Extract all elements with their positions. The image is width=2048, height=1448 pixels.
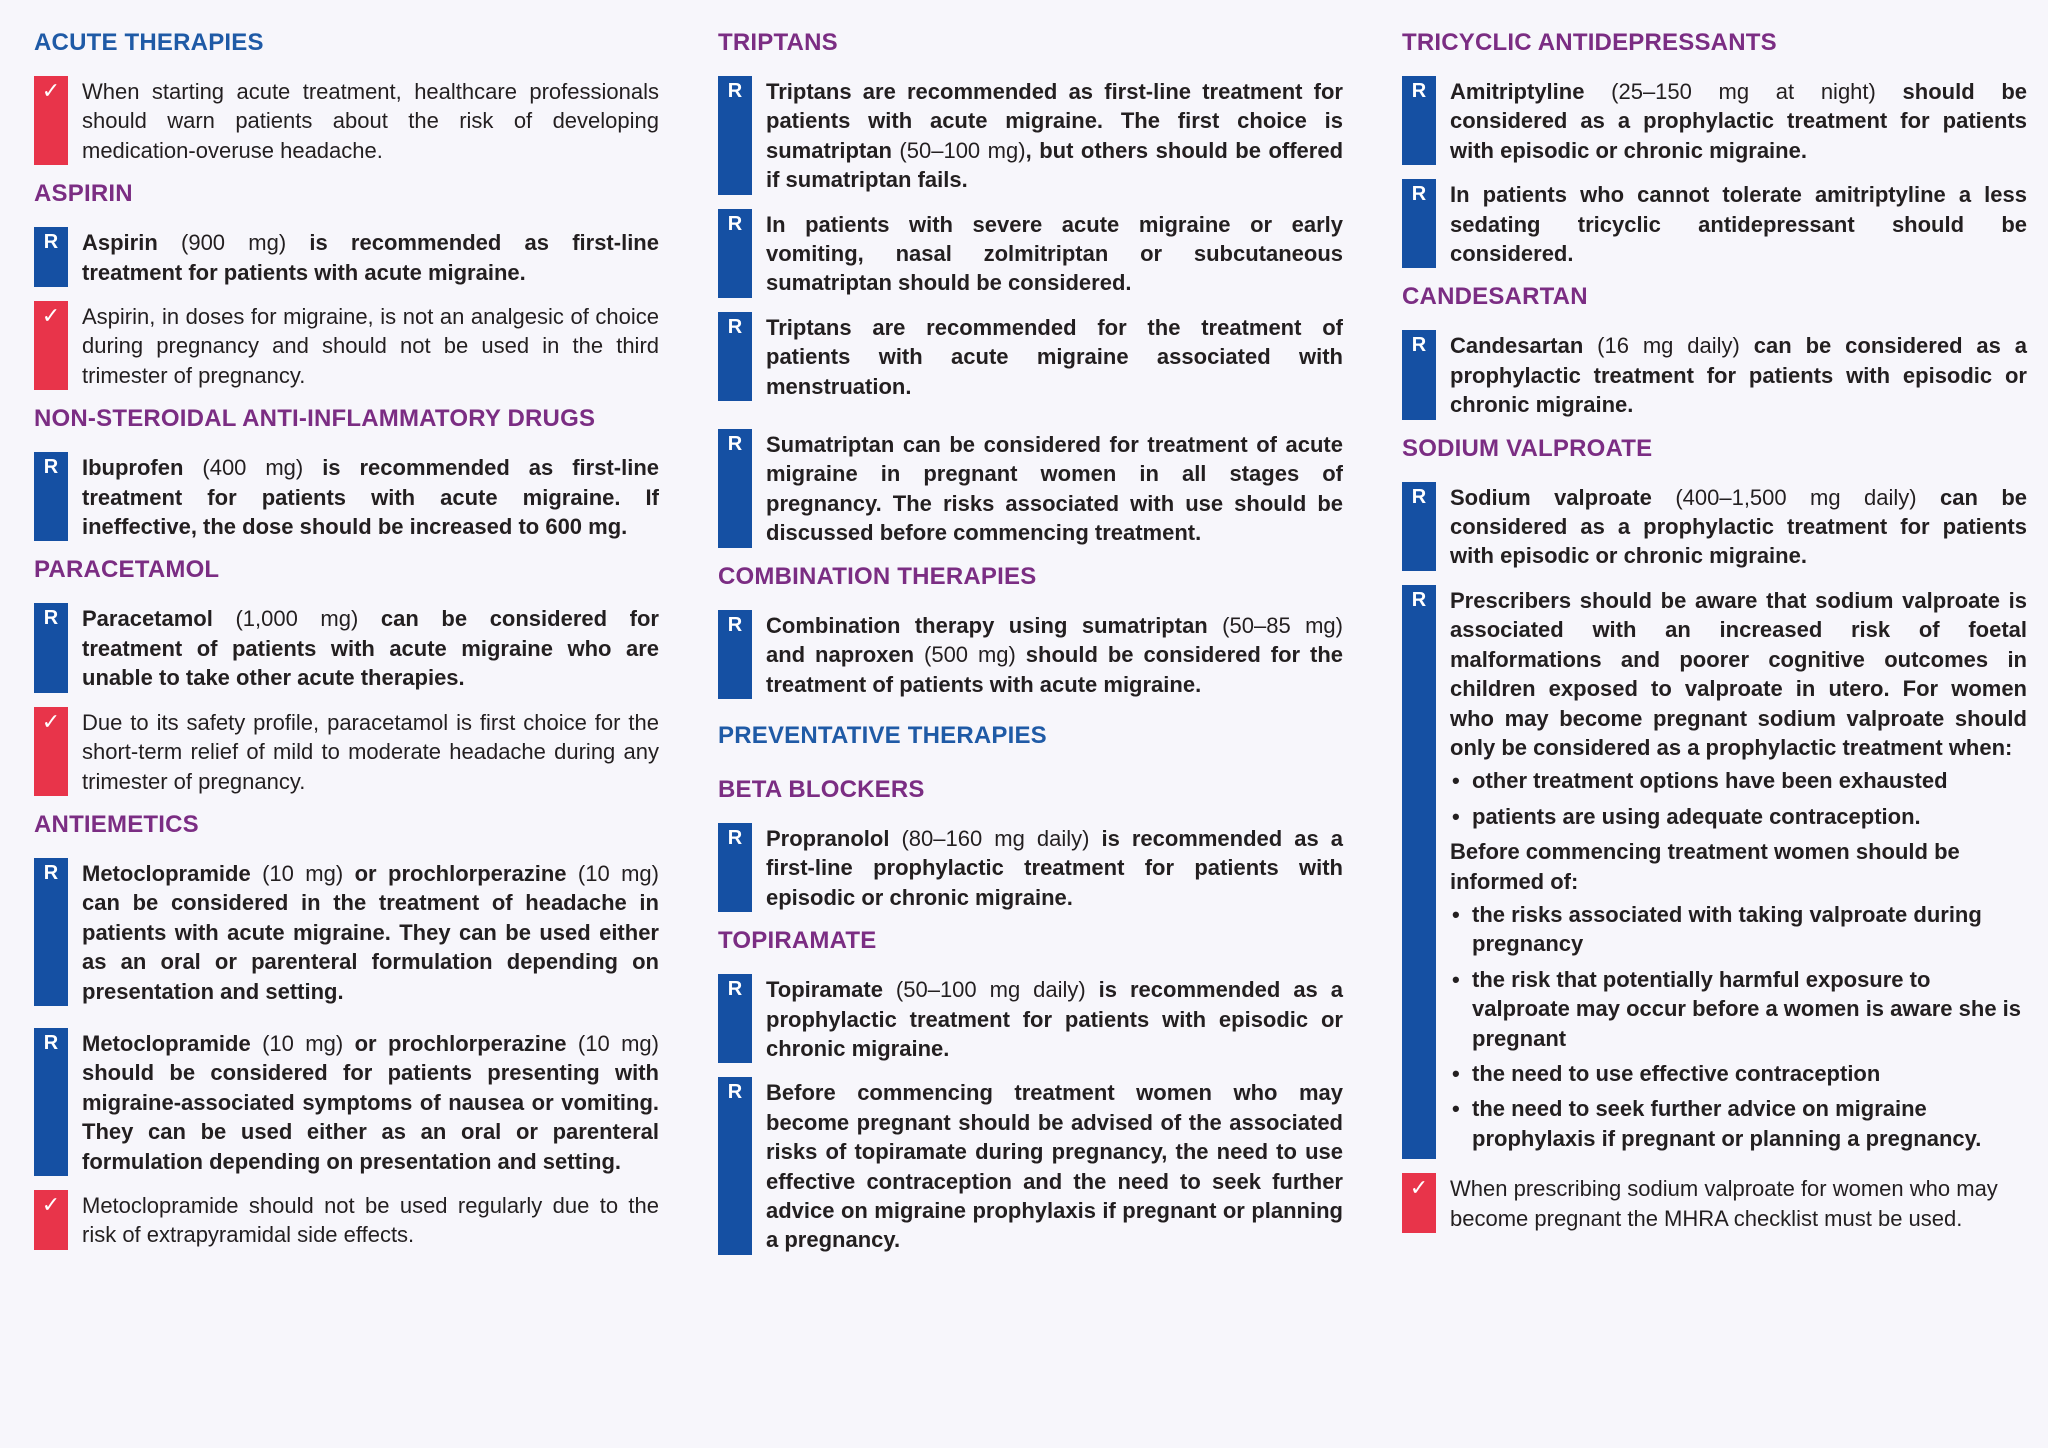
recommendation-marker <box>34 227 68 287</box>
recommendation-body: can be considered as a prophylactic treatment for patients with episodic or chronic migraine. <box>1450 484 2028 569</box>
section-heading-sodium-valproate: SODIUM VALPROATE <box>1402 434 1653 462</box>
criteria-list <box>1450 766 2027 831</box>
drug-name: Aspirin <box>82 230 158 256</box>
recommendation-text <box>1450 585 2027 1159</box>
recommendation-marker <box>1402 76 1436 165</box>
good-practice-marker <box>34 707 68 796</box>
drug-dose: (500 mg) <box>914 642 1026 668</box>
recommendation-r-icon: R <box>1411 588 1427 611</box>
recommendation-marker <box>1402 482 1436 571</box>
drug-dose: (10 mg) <box>566 1030 659 1056</box>
recommendation-text <box>82 858 659 1006</box>
recommendation-text <box>766 823 1343 912</box>
section-heading-tricyclic-antidepressants: TRICYCLIC ANTIDEPRESSANTS <box>1402 29 1777 56</box>
recommendation-body: is recommended as first-line treatment for patients with acute migraine. If ineffective, the dose should be increased to 600 mg. <box>82 455 659 540</box>
recommendation-body: can be considered in the treatment of headache in patients with acute migraine. They can be used either as an oral or parenteral formulation depending on presentation and setting. <box>82 890 659 1004</box>
check-icon: ✓ <box>41 303 61 329</box>
column-triptans-preventatives <box>718 28 1343 1269</box>
drug-name: Metoclopramide <box>82 860 251 886</box>
recommendation-body: Prescribers should be aware that sodium valproate is associated with an increased risk of foetal malformations and poorer cognitive outcomes in children exposed to valproate in utero. For women who may become pregnant sodium valproate should only be considered as a prophylactic treatment when: <box>1450 587 2027 760</box>
section-heading-acute-therapies: ACUTE THERAPIES <box>34 29 264 56</box>
good-practice-point <box>34 1190 659 1250</box>
recommendation <box>718 610 1343 699</box>
drug-dose: (25–150 mg at night) <box>1584 79 1903 104</box>
recommendation-r-icon: R <box>43 607 59 630</box>
good-practice-point <box>34 707 659 796</box>
section-heading-preventative-therapies: PREVENTATIVE THERAPIES <box>718 721 1047 749</box>
drug-dose: (50–85 mg) <box>1207 612 1343 638</box>
recommendation <box>718 974 1343 1063</box>
recommendation <box>1402 76 2027 165</box>
recommendation-text <box>82 227 659 287</box>
section-heading-beta-blockers: BETA BLOCKERS <box>718 775 925 803</box>
recommendation-body: should be considered as a prophylactic treatment for patients with episodic or chronic migraine. <box>1450 79 2027 163</box>
drug-name: Combination therapy using sumatriptan <box>766 612 1208 638</box>
drug-dose: (50–100 mg) <box>891 137 1026 163</box>
recommendation-text: In patients with severe acute migraine or early vomiting, nasal zolmitriptan or subcutaneous sumatriptan should be considered. <box>766 211 1343 296</box>
recommendation-r-icon: R <box>727 613 743 636</box>
drug-name: Amitriptyline <box>1450 79 1585 104</box>
good-practice-point <box>34 301 659 390</box>
drug-dose: (900 mg) <box>157 230 310 256</box>
recommendation-text <box>766 610 1343 699</box>
recommendation-text <box>1450 76 2027 165</box>
recommendation-marker <box>34 1028 68 1176</box>
check-icon: ✓ <box>41 708 61 734</box>
recommendation-text <box>1450 482 2027 571</box>
good-practice-point <box>34 76 659 165</box>
good-practice-text: Due to its safety profile, paracetamol is first choice for the short-term relief of mild to moderate headache during any trimester of pregnancy. <box>82 709 659 794</box>
recommendation-r-icon: R <box>727 1081 743 1104</box>
recommendation-body: can be considered as a prophylactic treatment for patients with episodic or chronic migraine. <box>1450 333 2027 418</box>
recommendation-marker <box>1402 179 1436 268</box>
drug-dose: (10 mg) <box>250 860 355 886</box>
recommendation-r-icon: R <box>727 826 743 849</box>
recommendation-r-icon: R <box>43 861 59 884</box>
section-heading-candesartan: CANDESARTAN <box>1402 283 1588 311</box>
recommendation <box>718 312 1343 401</box>
recommendation-r-icon: R <box>1411 485 1427 508</box>
recommendation-text: In patients who cannot tolerate amitriptyline a less sedating tricyclic antidepressant should be considered. <box>1450 182 2027 267</box>
recommendation-marker <box>718 312 752 401</box>
list-item: • the risk that potentially harmful exposure to valproate may occur before a women is aware she is pregnant <box>1450 965 2027 1053</box>
drug-name: Sodium valproate <box>1450 484 1652 510</box>
recommendation-text: Before commencing treatment women who may become pregnant should be advised of the associated risks of topiramate during pregnancy, the need to use effective contraception and the need to seek further advice on migraine prophylaxis if pregnant or planning a pregnancy. <box>766 1080 1343 1253</box>
recommendation-body: should be considered for the treatment of patients with acute migraine. <box>766 642 1343 697</box>
drug-name: Ibuprofen <box>82 455 184 481</box>
drug-name: or prochlorperazine <box>354 860 567 886</box>
recommendation-marker <box>718 209 752 298</box>
recommendation-marker <box>718 823 752 912</box>
recommendation-body: Triptans are recommended as first-line treatment for patients with acute migraine. The first choice is sumatriptan <box>766 79 1343 163</box>
check-icon: ✓ <box>1409 1175 1429 1201</box>
drug-dose: (50–100 mg daily) <box>882 977 1099 1003</box>
drug-name: Paracetamol <box>82 606 213 632</box>
list-item: • the risks associated with taking valproate during pregnancy <box>1450 900 2027 959</box>
section-heading-aspirin: ASPIRIN <box>34 180 133 208</box>
section-heading-nsaids: NON-STEROIDAL ANTI-INFLAMMATORY DRUGS <box>34 405 596 433</box>
recommendation-r-icon: R <box>43 456 59 479</box>
recommendation-marker <box>1402 330 1436 419</box>
recommendation-r-icon: R <box>1411 334 1427 357</box>
drug-dose: (1,000 mg) <box>212 606 381 632</box>
drug-name: or prochlorperazine <box>354 1030 567 1056</box>
recommendation-r-icon: R <box>727 315 743 338</box>
recommendation-text <box>82 603 659 692</box>
recommendation <box>1402 585 2027 1159</box>
recommendation <box>718 209 1343 298</box>
recommendation <box>34 858 659 1006</box>
recommendation-body: is recommended as a first-line prophylactic treatment for patients with episodic or chronic migraine. <box>766 825 1343 910</box>
recommendation-r-icon: R <box>43 1031 59 1054</box>
good-practice-text: When starting acute treatment, healthcare professionals should warn patients about the risk of developing medication-overuse headache. <box>82 79 659 163</box>
drug-name: Candesartan <box>1450 333 1584 359</box>
good-practice-marker <box>34 76 68 165</box>
section-heading-triptans: TRIPTANS <box>718 29 838 56</box>
recommendation-text: Triptans are recommended for the treatment of patients with acute migraine associated with menstruation. <box>766 314 1343 399</box>
recommendation-marker <box>718 429 752 548</box>
good-practice-text: Metoclopramide should not be used regularly due to the risk of extrapyramidal side effects. <box>82 1192 659 1248</box>
recommendation <box>1402 482 2027 571</box>
recommendation <box>1402 330 2027 419</box>
recommendation-body: is recommended as a prophylactic treatment for patients with episodic or chronic migraine. <box>766 977 1343 1061</box>
recommendation-r-icon: R <box>727 433 743 456</box>
recommendation-marker <box>718 1077 752 1254</box>
column-acute-therapies <box>34 28 659 1264</box>
recommendation-text <box>766 76 1343 195</box>
recommendation-r-icon: R <box>727 80 743 102</box>
good-practice-text: Aspirin, in doses for migraine, is not an analgesic of choice during pregnancy and should not be used in the third trimester of pregnancy. <box>82 304 659 388</box>
recommendation-text <box>82 1028 659 1176</box>
recommendation-r-icon: R <box>1411 80 1427 102</box>
section-heading-paracetamol: PARACETAMOL <box>34 556 220 584</box>
recommendation <box>34 1028 659 1176</box>
recommendation-marker <box>1402 585 1436 1159</box>
recommendation-r-icon: R <box>1411 183 1427 206</box>
drug-dose: (80–160 mg daily) <box>889 825 1102 851</box>
recommendation-body: , but others should be offered if sumatriptan fails. <box>766 137 1344 193</box>
recommendation-marker <box>34 452 68 541</box>
drug-name: Metoclopramide <box>82 1030 251 1056</box>
drug-dose: (10 mg) <box>250 1030 355 1056</box>
good-practice-marker <box>1402 1173 1436 1233</box>
recommendation <box>34 452 659 541</box>
recommendation-r-icon: R <box>727 212 743 235</box>
recommendation <box>718 429 1343 548</box>
drug-dose: (400–1,500 mg daily) <box>1651 484 1941 510</box>
good-practice-point <box>1402 1173 2027 1233</box>
column-prophylactic-therapies <box>1402 28 2027 1247</box>
list-intro: Before commencing treatment women should be informed of: <box>1450 839 1960 894</box>
drug-dose: (10 mg) <box>566 860 659 886</box>
section-heading-topiramate: TOPIRAMATE <box>718 927 877 955</box>
recommendation-marker <box>718 974 752 1063</box>
recommendation-text: Sumatriptan can be considered for treatment of acute migraine in pregnant women in all stages of pregnancy. The risks associated with use should be discussed before commencing treatment. <box>766 432 1343 546</box>
drug-name: Topiramate <box>766 977 883 1003</box>
recommendation-body: can be considered for treatment of patients with acute migraine who are unable to take other acute therapies. <box>82 606 659 691</box>
recommendation-body: should be considered for patients presenting with migraine-associated symptoms of nausea or vomiting. They can be used either as an oral or parenteral formulation depending on presentation and setting. <box>82 1060 659 1174</box>
recommendation <box>34 603 659 692</box>
drug-name: and naproxen <box>766 642 915 668</box>
risks-list <box>1450 900 2027 1153</box>
recommendation-text <box>82 452 659 541</box>
recommendation-r-icon: R <box>43 231 59 254</box>
list-item: • other treatment options have been exhausted <box>1450 766 2027 795</box>
section-heading-antiemetics: ANTIEMETICS <box>34 810 199 838</box>
check-icon: ✓ <box>41 78 61 103</box>
recommendation <box>718 76 1343 195</box>
list-item: • patients are using adequate contraception. <box>1450 802 2027 831</box>
recommendation <box>718 1077 1343 1254</box>
good-practice-marker <box>34 1190 68 1250</box>
recommendation-marker <box>34 858 68 1006</box>
good-practice-text: When prescribing sodium valproate for women who may become pregnant the MHRA checklist must be used. <box>1450 1176 1998 1231</box>
recommendation-marker <box>718 610 752 699</box>
recommendation-marker <box>718 76 752 195</box>
recommendation-marker <box>34 603 68 692</box>
drug-dose: (400 mg) <box>183 455 323 481</box>
drug-name: Propranolol <box>766 825 890 851</box>
check-icon: ✓ <box>41 1191 61 1217</box>
recommendation-text <box>1450 330 2027 419</box>
recommendation-text <box>766 974 1343 1063</box>
section-heading-combination-therapies: COMBINATION THERAPIES <box>718 562 1037 590</box>
recommendation <box>1402 179 2027 268</box>
list-item: • the need to seek further advice on migraine prophylaxis if pregnant or planning a pregnancy. <box>1450 1094 2027 1153</box>
recommendation <box>34 227 659 287</box>
recommendation <box>718 823 1343 912</box>
good-practice-marker <box>34 301 68 390</box>
list-item: • the need to use effective contraception <box>1450 1059 2027 1088</box>
recommendation-r-icon: R <box>727 978 743 1001</box>
recommendation-body: is recommended as first-line treatment for patients with acute migraine. <box>82 230 659 285</box>
drug-dose: (16 mg daily) <box>1583 333 1754 359</box>
